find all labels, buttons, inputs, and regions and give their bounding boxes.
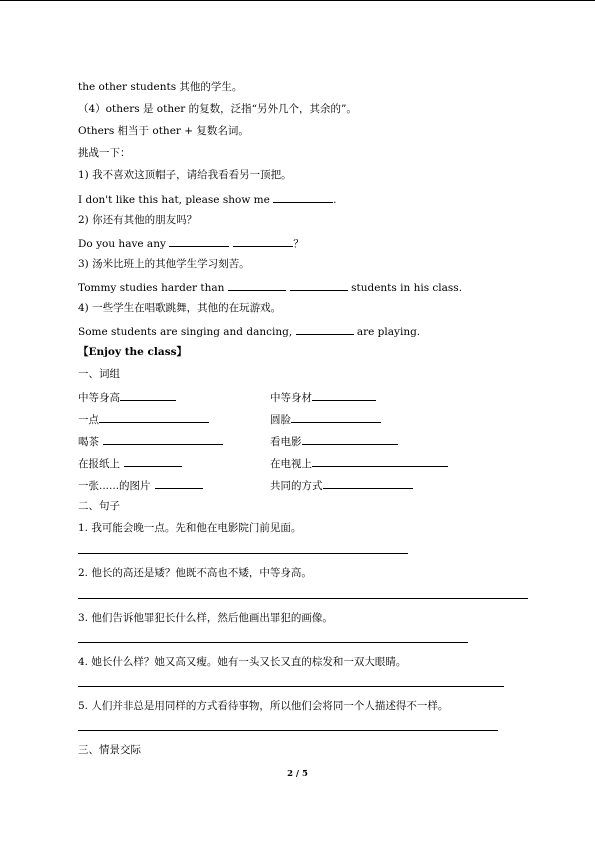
phrase-item	[270, 389, 376, 405]
answer-line[interactable]	[78, 642, 468, 643]
answer-blank[interactable]	[312, 389, 376, 401]
phrase-label: 一点	[78, 414, 99, 426]
part-title: 一、词组	[78, 368, 120, 380]
phrase-item	[78, 455, 182, 471]
answer-blank[interactable]	[155, 477, 203, 489]
answer-blank[interactable]	[228, 279, 286, 291]
answer-blank[interactable]	[312, 455, 448, 467]
answer-blank[interactable]	[99, 411, 209, 423]
answer-line[interactable]	[78, 686, 504, 687]
phrase-label: 在报纸上	[78, 458, 120, 470]
phrase-label: 圆脸	[270, 414, 291, 426]
phrase-label: 共同的方式	[270, 480, 323, 492]
sentence-prompt: 2. 他长的高还是矮？他既不高也不矮，中等身高。	[78, 567, 312, 579]
text-segment: I don't like this hat, please show me	[78, 194, 274, 206]
phrase-item	[270, 455, 448, 471]
answer-blank[interactable]	[291, 411, 381, 423]
answer-line[interactable]	[78, 598, 528, 599]
phrase-item	[78, 389, 176, 405]
phrase-label: 中等身材	[270, 392, 312, 404]
text-line: Others 相当于 other + 复数名词。	[78, 125, 249, 137]
phrase-label: 中等身高	[78, 392, 120, 404]
answer-blank[interactable]	[169, 235, 229, 247]
phrase-label: 一张......的图片	[78, 480, 151, 492]
text-segment: are playing.	[353, 326, 421, 338]
exercise-line	[78, 191, 337, 207]
text-line: 4) 一些学生在唱歌跳舞，其他的在玩游戏。	[78, 302, 282, 314]
answer-blank[interactable]	[323, 477, 413, 489]
page-number: 2 / 5	[287, 769, 308, 779]
answer-blank[interactable]	[273, 191, 333, 203]
phrase-item	[78, 411, 209, 427]
text-segment: .	[333, 194, 337, 206]
text-line: 挑战一下：	[78, 147, 131, 159]
answer-line[interactable]	[78, 553, 408, 554]
phrase-item	[78, 433, 223, 449]
text-line: 1) 我不喜欢这顶帽子，请给我看看另一顶把。	[78, 169, 292, 181]
text-segment: students in his class.	[347, 282, 463, 294]
sentence-prompt: 3. 他们告诉他罪犯长什么样，然后他画出罪犯的画像。	[78, 612, 333, 624]
answer-blank[interactable]	[290, 279, 348, 291]
phrase-item	[78, 477, 203, 493]
phrase-item	[270, 411, 381, 427]
phrase-item	[270, 433, 398, 449]
phrase-label: 看电影	[270, 436, 302, 448]
phrase-label: 喝茶	[78, 436, 99, 448]
text-segment: Some students are singing and dancing,	[78, 326, 296, 338]
text-segment: ？	[293, 238, 304, 250]
exercise-line	[78, 235, 304, 251]
exercise-line	[78, 323, 420, 339]
header-rule	[0, 0, 595, 1]
answer-blank[interactable]	[103, 433, 223, 445]
text-line: （4）others 是 other 的复数，泛指“另外几个，其余的”。	[78, 103, 357, 115]
text-line: the other students 其他的学生。	[78, 81, 243, 93]
answer-blank[interactable]	[120, 389, 176, 401]
answer-blank[interactable]	[233, 235, 293, 247]
sentence-prompt: 4. 她长什么样？她又高又瘦。她有一头又长又直的棕发和一双大眼睛。	[78, 656, 407, 668]
exercise-line	[78, 279, 462, 295]
text-segment: Tommy studies harder than	[78, 282, 228, 294]
phrase-label: 在电视上	[270, 458, 312, 470]
sentence-prompt: 1. 我可能会晚一点。先和他在电影院门前见面。	[78, 522, 302, 534]
text-line: 2) 你还有其他的朋友吗？	[78, 214, 198, 226]
answer-blank[interactable]	[302, 433, 398, 445]
text-segment: Do you have any	[78, 238, 170, 250]
part-title: 三、情景交际	[78, 744, 141, 756]
part-title: 二、句子	[78, 500, 120, 512]
phrase-item	[270, 477, 413, 493]
section-title: 【Enjoy the class】	[78, 346, 188, 358]
sentence-prompt: 5. 人们并非总是用同样的方式看待事物，所以他们会将同一个人描述得不一样。	[78, 700, 449, 712]
answer-blank[interactable]	[124, 455, 182, 467]
answer-line[interactable]	[78, 730, 498, 731]
answer-blank[interactable]	[296, 323, 354, 335]
text-line: 3) 汤米比班上的其他学生学习刻苦。	[78, 258, 250, 270]
